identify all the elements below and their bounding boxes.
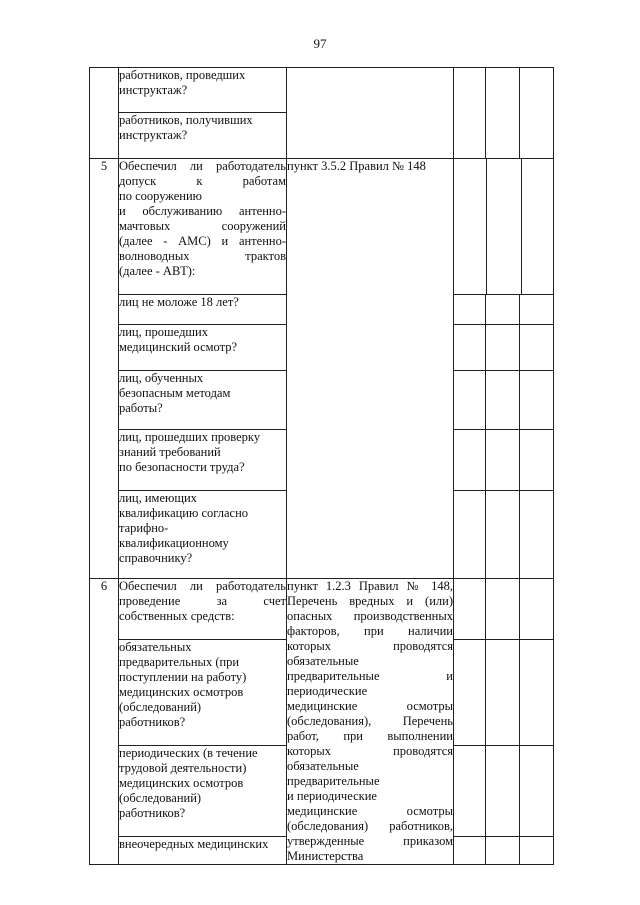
question-text: работников, получивших инструктаж? <box>119 113 253 142</box>
question-line: (далее - АМС) и антенно- <box>119 234 286 248</box>
question-cell <box>119 371 287 430</box>
question-line: квалификационному <box>119 536 229 550</box>
question-line: трудовой деятельности) <box>119 760 247 775</box>
reference-cell <box>287 579 454 865</box>
question-cell <box>119 325 287 371</box>
reference-line: утвержденные приказом <box>287 834 453 848</box>
question-cell <box>119 295 287 325</box>
question-line: внеочередных медицинских <box>119 836 269 851</box>
question-line: допуск к работам <box>119 174 286 188</box>
answer-no-cell[interactable] <box>486 371 520 430</box>
question-cell <box>119 745 287 836</box>
question-line: (далее - АВТ): <box>119 264 196 278</box>
reference-line: факторов, при наличии <box>287 624 453 638</box>
question-line: обязательных <box>119 639 192 654</box>
reference-cell <box>287 68 454 159</box>
answer-na-cell[interactable] <box>520 639 554 745</box>
question-line: и обслуживанию антенно- <box>119 204 286 218</box>
question-line: по сооружению <box>119 189 203 203</box>
answer-no-cell[interactable] <box>486 295 520 325</box>
table-row <box>90 68 554 113</box>
question-line: (обследований) <box>119 699 202 714</box>
question-line: Обеспечил ли работодатель <box>119 159 286 173</box>
question-line: справочнику? <box>119 551 193 565</box>
question-cell <box>119 836 287 864</box>
answer-no-cell[interactable] <box>486 639 520 745</box>
question-line: квалификацию согласно <box>119 506 249 520</box>
answer-yes-cell[interactable] <box>454 371 486 430</box>
row-number-cell: 5 <box>90 159 119 579</box>
question-line: периодических (в течение <box>119 745 258 760</box>
question-line: работников? <box>119 714 186 729</box>
reference-line: медицинские осмотры <box>287 699 453 713</box>
row-number-cell <box>90 68 119 159</box>
question-line: работников? <box>119 805 186 820</box>
question-cell <box>119 159 287 295</box>
answer-yes-cell[interactable] <box>454 836 486 864</box>
question-line: тарифно- <box>119 521 169 535</box>
reference-line: обязательные <box>287 759 359 773</box>
reference-cell <box>287 159 454 579</box>
question-line: предварительных (при <box>119 654 240 669</box>
reference-line: Министерства <box>287 849 364 863</box>
answer-na-cell[interactable] <box>520 836 554 864</box>
question-line: мачтовых сооружений <box>119 219 286 233</box>
question-line: собственных средств: <box>119 609 235 623</box>
question-cell <box>119 491 287 579</box>
answer-yes-cell[interactable] <box>454 579 486 640</box>
answer-na-cell[interactable] <box>520 430 554 491</box>
question-cell <box>119 639 287 745</box>
reference-line: (обследования) работников, <box>287 819 453 833</box>
reference-line: предварительные <box>287 774 380 788</box>
answer-na-cell[interactable] <box>522 159 553 294</box>
reference-line: которых проводятся <box>287 744 453 758</box>
question-cell <box>119 68 287 113</box>
reference-line: опасных производственных <box>287 609 453 623</box>
answer-yes-cell[interactable] <box>454 491 486 579</box>
reference-line: пункт 1.2.3 Правил № 148, <box>287 579 453 593</box>
answer-no-cell[interactable] <box>486 745 520 836</box>
answer-no-cell[interactable] <box>487 159 522 294</box>
question-line: волноводных трактов <box>119 249 286 263</box>
reference-line: медицинские осмотры <box>287 804 453 818</box>
answer-no-cell[interactable] <box>486 325 520 371</box>
reference-line: предварительные и <box>287 669 453 683</box>
answer-yes-cell[interactable] <box>454 68 486 159</box>
answer-na-cell[interactable] <box>520 68 554 159</box>
question-cell <box>119 430 287 491</box>
table-row <box>90 159 554 295</box>
answer-yes-cell[interactable] <box>454 639 486 745</box>
question-line: по безопасности труда? <box>119 460 245 474</box>
answer-na-cell[interactable] <box>520 745 554 836</box>
reference-line: Перечень вредных и (или) <box>287 594 453 608</box>
answer-no-cell[interactable] <box>486 68 520 159</box>
answer-na-cell[interactable] <box>520 579 554 640</box>
table-row <box>90 579 554 640</box>
answer-yes-cell[interactable] <box>454 745 486 836</box>
answer-na-cell[interactable] <box>520 325 554 371</box>
answer-no-cell[interactable] <box>486 491 520 579</box>
question-line: медицинский осмотр? <box>119 340 238 354</box>
question-line: лиц, имеющих <box>119 491 197 505</box>
question-line: безопасным методам <box>119 386 231 400</box>
answer-yes-cell[interactable] <box>454 325 486 371</box>
answer-na-cell[interactable] <box>520 371 554 430</box>
reference-line: и периодические <box>287 789 377 803</box>
reference-line: периодические <box>287 684 368 698</box>
answer-yes-cell[interactable] <box>454 430 486 491</box>
reference-line: обязательные <box>287 654 359 668</box>
question-line: поступлении на работу) <box>119 669 247 684</box>
question-line: медицинских осмотров <box>119 775 244 790</box>
question-line: знаний требований <box>119 445 221 459</box>
answer-yes-cell[interactable] <box>454 295 486 325</box>
answer-no-cell[interactable] <box>486 836 520 864</box>
question-line: лиц, прошедших проверку <box>119 430 261 444</box>
question-line: (обследований) <box>119 790 202 805</box>
answer-na-cell[interactable] <box>520 491 554 579</box>
question-line: проведение за счет <box>119 594 286 608</box>
page-number: 97 <box>313 36 327 51</box>
question-cell <box>119 579 287 640</box>
question-line: лиц, прошедших <box>119 325 208 339</box>
question-line: Обеспечил ли работодатель <box>119 579 286 593</box>
reference-line: которых проводятся <box>287 639 453 653</box>
answer-na-cell[interactable] <box>520 295 554 325</box>
answer-no-cell[interactable] <box>486 579 520 640</box>
question-line: медицинских осмотров <box>119 684 244 699</box>
question-line: работы? <box>119 401 163 415</box>
question-cell <box>119 113 287 159</box>
row-number-cell: 6 <box>90 579 119 865</box>
reference-line: работ, при выполнении <box>287 729 453 743</box>
question-line: лиц, обученных <box>119 371 204 385</box>
answer-no-cell[interactable] <box>486 430 520 491</box>
reference-line: (обследования), Перечень <box>287 714 453 728</box>
question-line: лиц не моложе 18 лет? <box>119 295 239 309</box>
answer-yes-cell[interactable] <box>454 159 487 294</box>
reference-text: пункт 3.5.2 Правил № 148 <box>287 159 426 173</box>
answer-group-cell <box>454 159 554 295</box>
question-text: работников, проведших инструктаж? <box>119 68 246 97</box>
checklist-table <box>89 67 554 865</box>
